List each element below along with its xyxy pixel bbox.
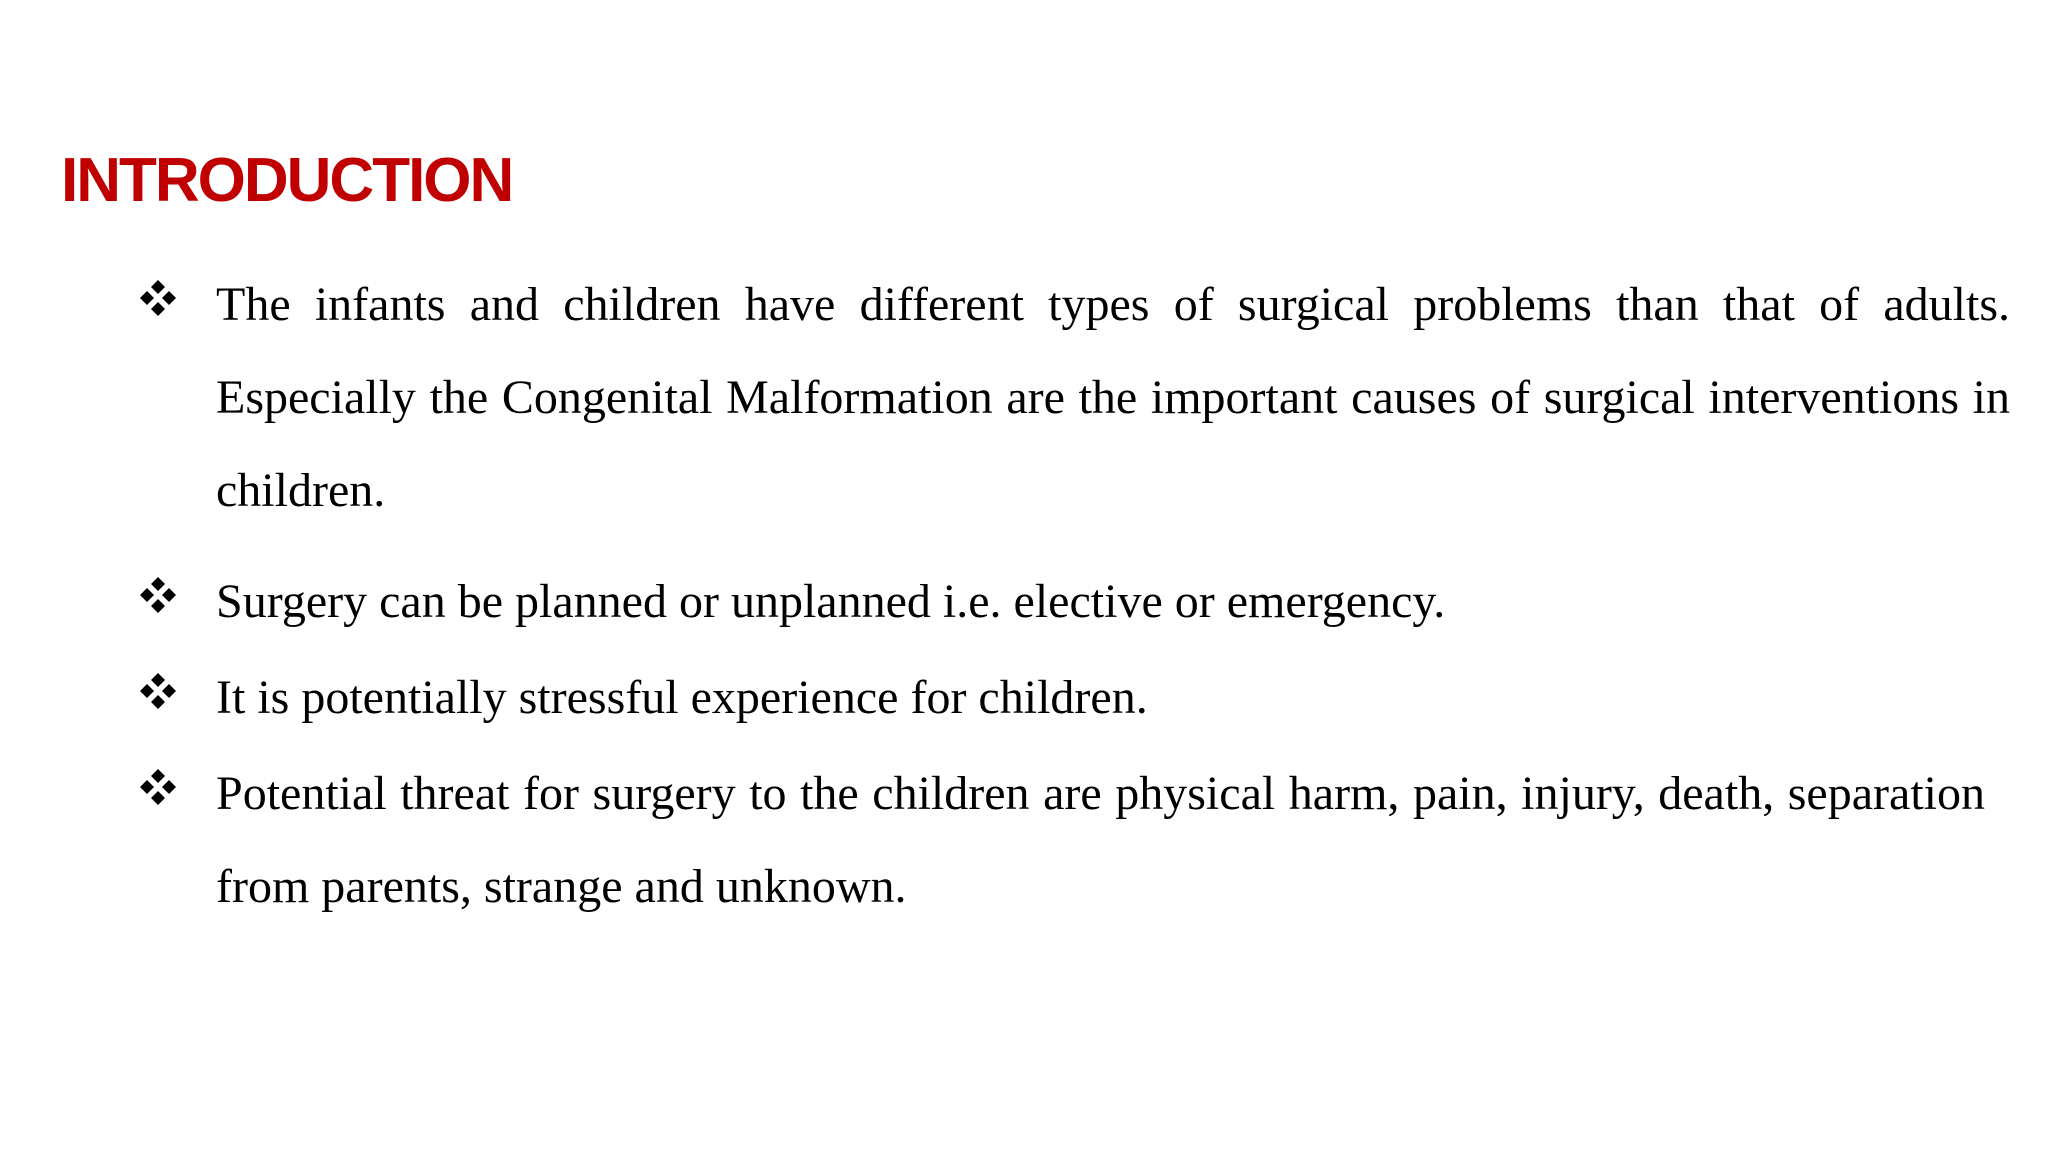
bullet-item xyxy=(140,651,2010,747)
bullet-list xyxy=(140,258,2010,933)
bullet-text: The infants and children have different types of surgical problems than that of adults. Especially the Congenital Malformation are the important causes of surgical interventions in children. xyxy=(216,278,2010,517)
diamond-bullet-icon xyxy=(140,673,176,709)
bullet-text: Potential threat for surgery to the children are physical harm, pain, injury, death, separation from parents, strange and unknown. xyxy=(216,767,1985,913)
diamond-bullet-icon xyxy=(140,577,176,613)
bullet-item xyxy=(140,555,2010,651)
bullet-text: It is potentially stressful experience for children. xyxy=(216,671,1148,724)
bullet-item xyxy=(140,258,2010,537)
bullet-item xyxy=(140,747,2010,933)
bullet-text: Surgery can be planned or unplanned i.e. elective or emergency. xyxy=(216,575,1446,628)
slide-title: INTRODUCTION xyxy=(61,146,513,215)
diamond-bullet-icon xyxy=(140,769,176,805)
diamond-bullet-icon xyxy=(140,280,176,316)
